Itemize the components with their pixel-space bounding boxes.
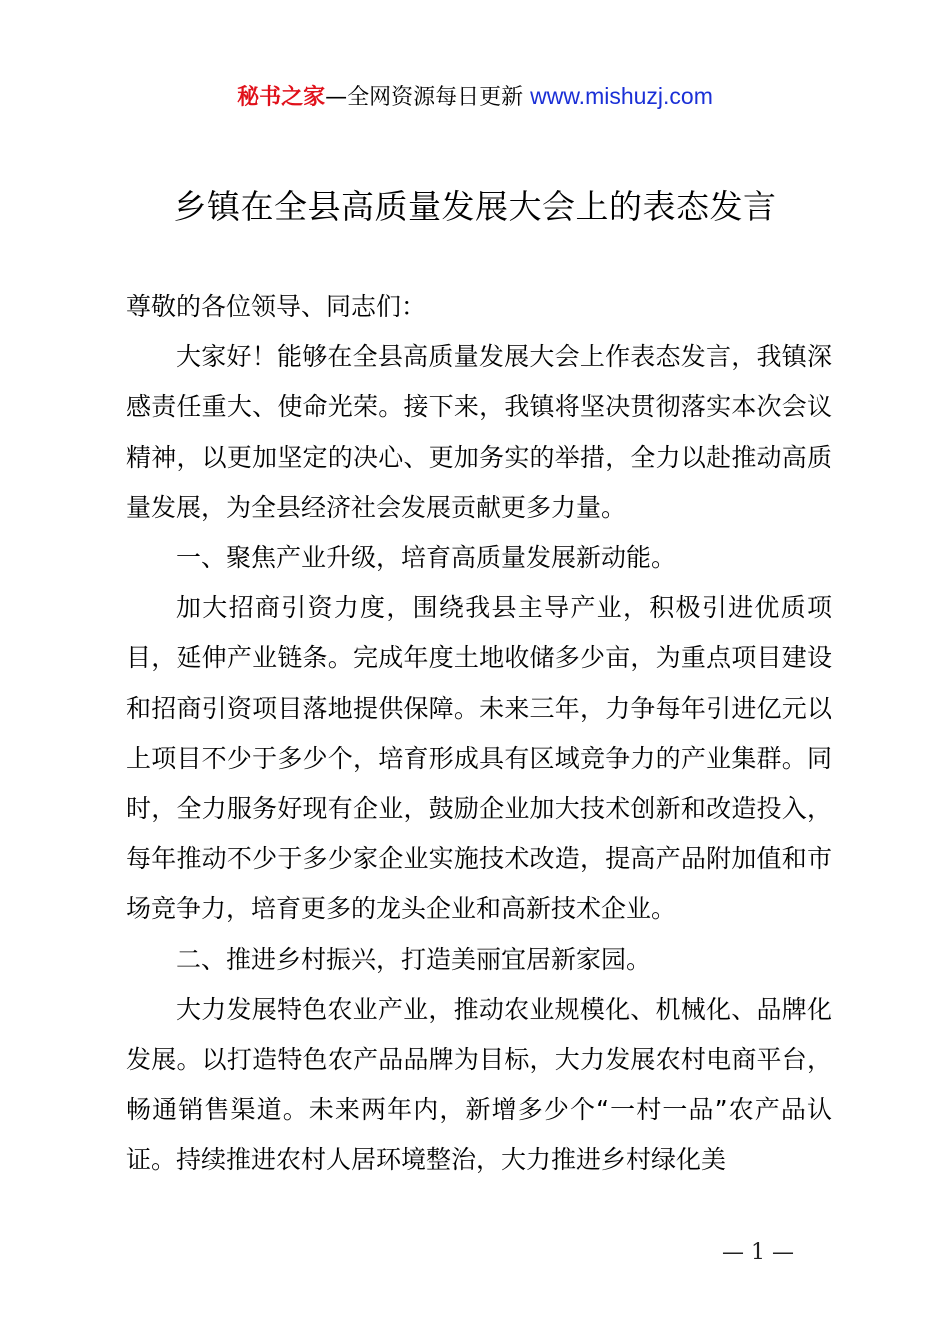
section-heading-1: 一、聚焦产业升级，培育高质量发展新动能。 [176, 543, 677, 573]
site-header [0, 80, 950, 114]
section-heading-2: 二、推进乡村振兴，打造美丽宜居新家园。 [176, 944, 652, 974]
salutation: 尊敬的各位领导、同志们： [126, 292, 427, 321]
paragraph-rural: 大力发展特色农业产业，推动农业规模化、机械化、品牌化发展。以打造特色农产品品牌为目标，大力发展农村电商平台，畅通销售渠道。未来两年内，新增多少个“一村一品”农产品认证。持续推进农村人居环境整治，大力推进乡村绿化美 [126, 994, 832, 1175]
site-url-link[interactable]: www.mishuzj.com [530, 83, 713, 109]
site-name: 秘书之家 [237, 85, 326, 110]
site-tagline: —全网资源每日更新 [325, 85, 531, 110]
document-body [126, 282, 832, 1186]
paragraph-intro: 大家好！能够在全县高质量发展大会上作表态发言，我镇深感责任重大、使命光荣。接下来，我镇将坚决贯彻落实本次会议精神，以更加坚定的决心、更加务实的举措，全力以赴推动高质量发展，为全县经济社会发展贡献更多力量。 [126, 342, 832, 522]
document-title: 乡镇在全县高质量发展大会上的表态发言 [173, 187, 777, 226]
paragraph-industry: 加大招商引资力度，围绕我县主导产业，积极引进优质项目，延伸产业链条。完成年度土地收储多少亩，为重点项目建设和招商引资项目落地提供保障。未来三年，力争每年引进亿元以上项目不少于多少个，培育形成具有区域竞争力的产业集群。同时，全力服务好现有企业，鼓励企业加大技术创新和改造投入，每年推动不少于多少家企业实施技术改造，提高产品附加值和市场竞争力，培育更多的龙头企业和高新技术企业。 [126, 593, 832, 924]
page-number: — 1 — [722, 1240, 794, 1265]
